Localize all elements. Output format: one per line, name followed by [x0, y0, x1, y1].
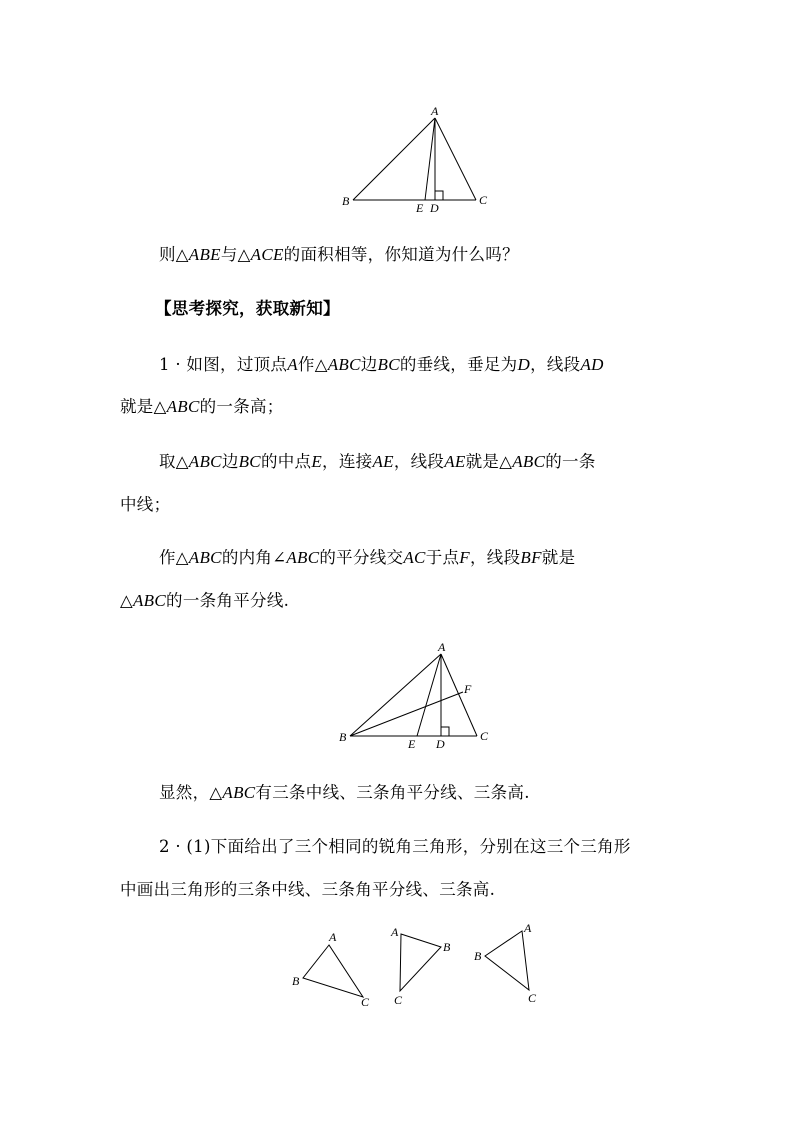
triangle-3: [474, 921, 537, 1005]
figure-triangle-abc-lines: [330, 636, 500, 756]
t2-label-a: A: [391, 925, 399, 939]
section-heading: 【思考探究，获取新知】: [155, 299, 340, 318]
label-b: B: [339, 730, 347, 744]
paragraph-1-line-2: 就是△ABC的一条高；: [120, 397, 284, 416]
median-ae: [417, 654, 441, 736]
label-a: A: [438, 640, 446, 654]
triangle-1: [292, 930, 370, 1009]
label-e: E: [408, 737, 416, 751]
label-d: D: [436, 737, 445, 751]
label-a: A: [431, 104, 439, 118]
t3-label-a: A: [524, 921, 532, 935]
figure-triangle-abe-ace: [330, 100, 500, 220]
paragraph-3-line-1: 作△ABC的内角∠ABC的平分线交AC于点F，线段BF就是: [159, 548, 576, 567]
label-b: B: [342, 194, 350, 208]
segment-ae: [425, 118, 435, 200]
t1-label-c: C: [361, 995, 370, 1009]
t3-label-c: C: [528, 991, 537, 1005]
t2-label-b: B: [443, 940, 451, 954]
label-c: C: [479, 193, 488, 207]
bisector-bf: [350, 692, 463, 736]
right-angle-mark: [441, 727, 449, 736]
figure-three-triangles: [285, 920, 555, 1015]
side-ac: [435, 118, 476, 200]
paragraph-5-line-1: 2 · (1)下面给出了三个相同的锐角三角形，分别在这三个三角形: [159, 837, 631, 856]
question-line: 则△ABE与△ACE的面积相等，你知道为什么吗？: [159, 245, 519, 264]
t3-label-b: B: [474, 949, 482, 963]
side-ab: [350, 654, 441, 736]
paragraph-3-line-2: △ABC的一条角平分线.: [120, 591, 290, 610]
t2-label-c: C: [394, 993, 403, 1007]
t1-label-a: A: [329, 930, 337, 944]
paragraph-1-line-1: 1 · 如图，过顶点A作△ABC边BC的垂线，垂足为D，线段AD: [159, 355, 604, 374]
right-angle-mark: [435, 191, 443, 200]
label-f: F: [464, 682, 472, 696]
side-ab: [353, 118, 435, 200]
paragraph-5-line-2: 中画出三角形的三条中线、三条角平分线、三条高.: [120, 880, 496, 899]
triangle-2: [390, 925, 451, 1007]
label-e: E: [416, 201, 424, 215]
t1-label-b: B: [292, 974, 300, 988]
side-ac: [441, 654, 477, 736]
paragraph-2-line-2: 中线；: [120, 495, 171, 514]
paragraph-4: 显然，△ABC有三条中线、三条角平分线、三条高.: [159, 783, 530, 802]
label-c: C: [480, 729, 489, 743]
paragraph-2-line-1: 取△ABC边BC的中点E，连接AE，线段AE就是△ABC的一条: [159, 452, 596, 471]
label-d: D: [430, 201, 439, 215]
